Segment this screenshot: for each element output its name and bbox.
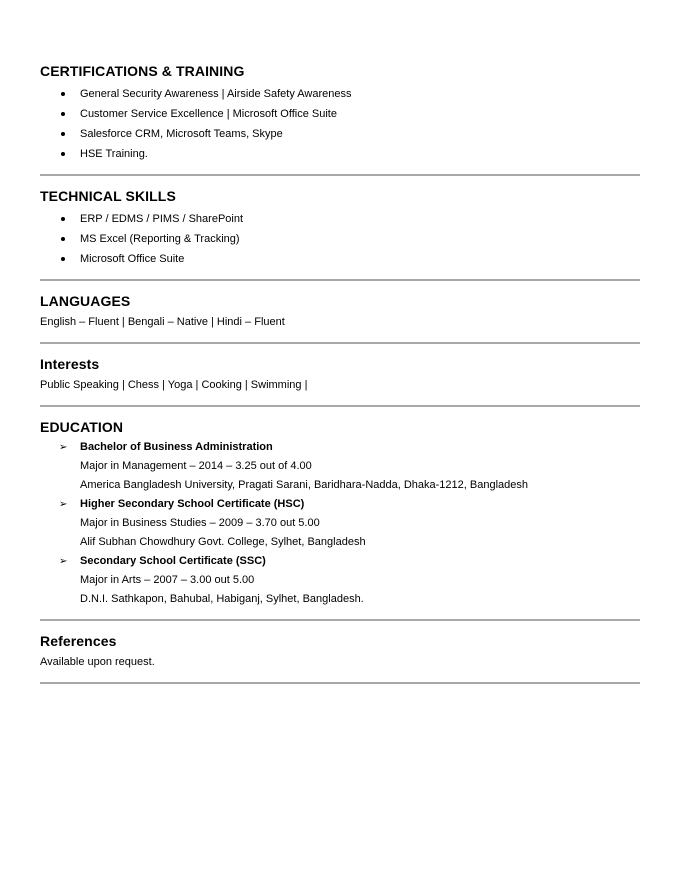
list-item: Customer Service Excellence | Microsoft Office Suite [40, 104, 640, 124]
arrowhead-bullet-icon: ➢ [59, 499, 68, 510]
arrowhead-bullet-icon: ➢ [59, 556, 68, 567]
interests-section [40, 355, 640, 395]
degree-title: Bachelor of Business Administration [80, 441, 273, 453]
education-item [40, 552, 640, 609]
list-item: Salesforce CRM, Microsoft Teams, Skype [40, 124, 640, 144]
references-text: Available upon request. [40, 656, 155, 668]
degree-title: Higher Secondary School Certificate (HSC) [80, 498, 305, 510]
list-item: General Security Awareness | Airside Safety Awareness [40, 84, 640, 104]
section-divider [40, 619, 640, 621]
list-item: ERP / EDMS / PIMS / SharePoint [40, 209, 640, 229]
technical-skills-heading: TECHNICAL SKILLS [40, 188, 176, 204]
education-item [40, 495, 640, 552]
list-item: Microsoft Office Suite [40, 249, 640, 269]
section-divider [40, 682, 640, 684]
references-heading: References [40, 633, 117, 649]
degree-institution: America Bangladesh University, Pragati Sarani, Baridhara-Nadda, Dhaka-1212, Bangladesh [80, 479, 528, 491]
degree-title: Secondary School Certificate (SSC) [80, 555, 266, 567]
section-divider [40, 405, 640, 407]
arrowhead-bullet-icon: ➢ [59, 442, 68, 453]
languages-heading: LANGUAGES [40, 293, 131, 309]
degree-institution: Alif Subhan Chowdhury Govt. College, Sylhet, Bangladesh [80, 536, 366, 548]
languages-text: English – Fluent | Bengali – Native | Hindi – Fluent [40, 316, 285, 328]
interests-heading: Interests [40, 356, 100, 372]
certifications-list [40, 84, 640, 164]
education-list [40, 438, 640, 609]
list-item: MS Excel (Reporting & Tracking) [40, 229, 640, 249]
section-divider [40, 342, 640, 344]
degree-institution: D.N.I. Sathkapon, Bahubal, Habiganj, Sylhet, Bangladesh. [80, 593, 364, 605]
education-section [40, 418, 640, 609]
certifications-heading: CERTIFICATIONS & TRAINING [40, 63, 245, 79]
education-item [40, 438, 640, 495]
degree-detail: Major in Arts – 2007 – 3.00 out 5.00 [80, 574, 255, 586]
education-heading: EDUCATION [40, 419, 124, 435]
technical-skills-section [40, 187, 640, 269]
degree-detail: Major in Business Studies – 2009 – 3.70 out 5.00 [80, 517, 320, 529]
languages-section [40, 292, 640, 332]
resume-content [40, 62, 640, 695]
list-item: HSE Training. [40, 144, 640, 164]
certifications-section [40, 62, 640, 164]
interests-text: Public Speaking | Chess | Yoga | Cooking | Swimming | [40, 379, 308, 391]
degree-detail: Major in Management – 2014 – 3.25 out of 4.00 [80, 460, 312, 472]
section-divider [40, 174, 640, 176]
technical-skills-list [40, 209, 640, 269]
references-section [40, 632, 640, 672]
section-divider [40, 279, 640, 281]
